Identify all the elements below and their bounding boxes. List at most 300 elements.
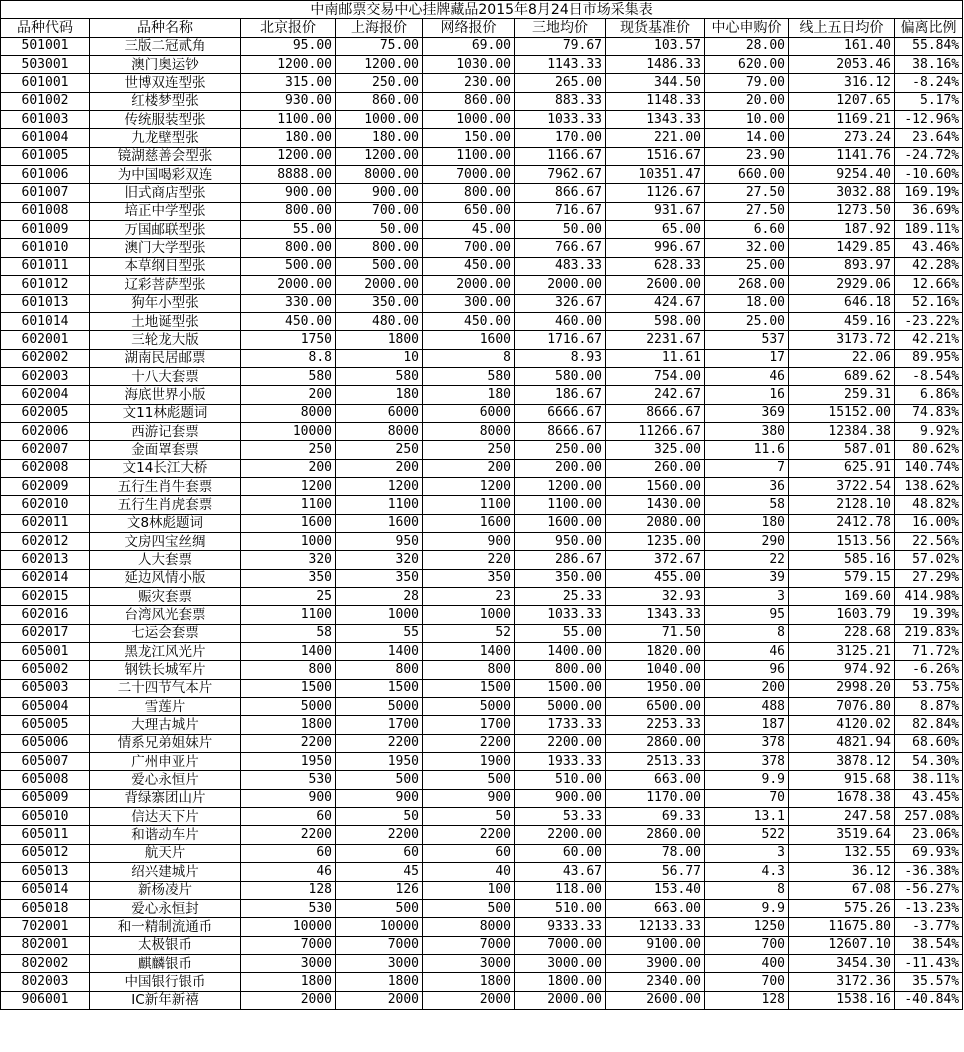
table-cell[interactable]: 1169.21 bbox=[789, 111, 895, 129]
table-cell[interactable]: 十八大套票 bbox=[90, 367, 241, 385]
table-cell[interactable]: 900.00 bbox=[515, 789, 606, 807]
table-cell[interactable]: 为中国喝彩双连 bbox=[90, 166, 241, 184]
table-cell[interactable]: 187 bbox=[705, 716, 789, 734]
table-cell[interactable]: 3722.54 bbox=[789, 477, 895, 495]
table-cell[interactable]: 250.00 bbox=[515, 441, 606, 459]
table-cell[interactable]: 605008 bbox=[1, 771, 90, 789]
table-cell[interactable]: 580 bbox=[423, 367, 515, 385]
table-cell[interactable]: 2200 bbox=[336, 734, 423, 752]
table-cell[interactable]: 58 bbox=[705, 496, 789, 514]
table-cell[interactable]: 802001 bbox=[1, 936, 90, 954]
table-cell[interactable]: 259.31 bbox=[789, 386, 895, 404]
table-cell[interactable]: 广州申亚片 bbox=[90, 753, 241, 771]
table-cell[interactable]: 1040.00 bbox=[606, 661, 705, 679]
table-cell[interactable]: 12.66% bbox=[895, 276, 963, 294]
table-cell[interactable]: 186.67 bbox=[515, 386, 606, 404]
table-cell[interactable]: 18.00 bbox=[705, 294, 789, 312]
table-cell[interactable]: 330.00 bbox=[241, 294, 336, 312]
table-cell[interactable]: 602012 bbox=[1, 532, 90, 550]
table-cell[interactable]: 602004 bbox=[1, 386, 90, 404]
table-cell[interactable]: 5.17% bbox=[895, 92, 963, 110]
table-cell[interactable]: 27.50 bbox=[705, 202, 789, 220]
table-cell[interactable]: 1600.00 bbox=[515, 514, 606, 532]
column-header[interactable]: 品种代码 bbox=[1, 19, 90, 37]
table-cell[interactable]: 800.00 bbox=[241, 239, 336, 257]
table-cell[interactable]: 601006 bbox=[1, 166, 90, 184]
table-cell[interactable]: 三版二冠贰角 bbox=[90, 37, 241, 55]
table-cell[interactable]: 2200 bbox=[423, 734, 515, 752]
table-cell[interactable]: 50 bbox=[336, 808, 423, 826]
table-cell[interactable]: 27.50 bbox=[705, 184, 789, 202]
table-cell[interactable]: 53.33 bbox=[515, 808, 606, 826]
table-cell[interactable]: 605002 bbox=[1, 661, 90, 679]
table-cell[interactable]: 爱心永恒封 bbox=[90, 899, 241, 917]
table-cell[interactable]: 260.00 bbox=[606, 459, 705, 477]
table-cell[interactable]: 220 bbox=[423, 551, 515, 569]
table-cell[interactable]: 950 bbox=[336, 532, 423, 550]
table-cell[interactable]: 1400 bbox=[423, 643, 515, 661]
table-cell[interactable]: 6000 bbox=[423, 404, 515, 422]
table-cell[interactable]: 605003 bbox=[1, 679, 90, 697]
table-cell[interactable]: 2929.06 bbox=[789, 276, 895, 294]
table-cell[interactable]: 1700 bbox=[336, 716, 423, 734]
table-cell[interactable]: 25.00 bbox=[705, 257, 789, 275]
table-cell[interactable]: 11.6 bbox=[705, 441, 789, 459]
table-cell[interactable]: 8000 bbox=[336, 422, 423, 440]
table-cell[interactable]: 350 bbox=[336, 569, 423, 587]
table-cell[interactable]: -8.24% bbox=[895, 74, 963, 92]
table-cell[interactable]: 36.69% bbox=[895, 202, 963, 220]
table-cell[interactable]: 6.60 bbox=[705, 221, 789, 239]
table-cell[interactable]: 7962.67 bbox=[515, 166, 606, 184]
table-cell[interactable]: 8666.67 bbox=[606, 404, 705, 422]
table-cell[interactable]: 46 bbox=[705, 367, 789, 385]
table-cell[interactable]: 325.00 bbox=[606, 441, 705, 459]
table-cell[interactable]: 161.40 bbox=[789, 37, 895, 55]
table-cell[interactable]: 57.02% bbox=[895, 551, 963, 569]
table-cell[interactable]: 2000.00 bbox=[336, 276, 423, 294]
table-cell[interactable]: 澳门大学型张 bbox=[90, 239, 241, 257]
table-cell[interactable]: 2998.20 bbox=[789, 679, 895, 697]
table-cell[interactable]: 601007 bbox=[1, 184, 90, 202]
table-cell[interactable]: 128 bbox=[241, 881, 336, 899]
table-cell[interactable]: 893.97 bbox=[789, 257, 895, 275]
table-cell[interactable]: 601014 bbox=[1, 312, 90, 330]
table-cell[interactable]: 605014 bbox=[1, 881, 90, 899]
table-cell[interactable]: 1100.00 bbox=[515, 496, 606, 514]
table-cell[interactable]: 660.00 bbox=[705, 166, 789, 184]
table-cell[interactable]: 32.00 bbox=[705, 239, 789, 257]
table-cell[interactable]: 8.87% bbox=[895, 698, 963, 716]
table-cell[interactable]: 1700 bbox=[423, 716, 515, 734]
table-cell[interactable]: 1400 bbox=[241, 643, 336, 661]
table-cell[interactable]: 九龙壁型张 bbox=[90, 129, 241, 147]
table-cell[interactable]: 68.60% bbox=[895, 734, 963, 752]
table-cell[interactable]: 46 bbox=[705, 643, 789, 661]
table-cell[interactable]: 3000.00 bbox=[515, 954, 606, 972]
column-header[interactable]: 偏离比例 bbox=[895, 19, 963, 37]
table-cell[interactable]: 6500.00 bbox=[606, 698, 705, 716]
table-cell[interactable]: 1200 bbox=[241, 477, 336, 495]
table-cell[interactable]: 100 bbox=[423, 881, 515, 899]
table-cell[interactable]: 605011 bbox=[1, 826, 90, 844]
table-cell[interactable]: 金面罩套票 bbox=[90, 441, 241, 459]
table-cell[interactable]: 326.67 bbox=[515, 294, 606, 312]
table-cell[interactable]: -13.23% bbox=[895, 899, 963, 917]
table-cell[interactable]: 575.26 bbox=[789, 899, 895, 917]
table-cell[interactable]: -23.22% bbox=[895, 312, 963, 330]
table-cell[interactable]: 1343.33 bbox=[606, 606, 705, 624]
table-cell[interactable]: 180 bbox=[705, 514, 789, 532]
table-cell[interactable]: 860.00 bbox=[423, 92, 515, 110]
table-cell[interactable]: 6.86% bbox=[895, 386, 963, 404]
table-cell[interactable]: 赈灾套票 bbox=[90, 588, 241, 606]
table-cell[interactable]: 3000 bbox=[336, 954, 423, 972]
table-cell[interactable]: 8.8 bbox=[241, 349, 336, 367]
table-cell[interactable]: 1800 bbox=[423, 973, 515, 991]
table-cell[interactable]: 530 bbox=[241, 771, 336, 789]
table-cell[interactable]: 628.33 bbox=[606, 257, 705, 275]
table-cell[interactable]: 700.00 bbox=[336, 202, 423, 220]
table-cell[interactable]: 602010 bbox=[1, 496, 90, 514]
table-cell[interactable]: 700.00 bbox=[423, 239, 515, 257]
table-cell[interactable]: 766.67 bbox=[515, 239, 606, 257]
table-cell[interactable]: 七运会套票 bbox=[90, 624, 241, 642]
column-header[interactable]: 网络报价 bbox=[423, 19, 515, 37]
table-cell[interactable]: 1950 bbox=[241, 753, 336, 771]
table-cell[interactable]: 和谐动车片 bbox=[90, 826, 241, 844]
table-cell[interactable]: 601010 bbox=[1, 239, 90, 257]
table-cell[interactable]: 996.67 bbox=[606, 239, 705, 257]
table-cell[interactable]: 1800 bbox=[241, 973, 336, 991]
table-cell[interactable]: 文14长江大桥 bbox=[90, 459, 241, 477]
table-cell[interactable]: 602002 bbox=[1, 349, 90, 367]
table-cell[interactable]: 50 bbox=[423, 808, 515, 826]
table-cell[interactable]: 土地诞型张 bbox=[90, 312, 241, 330]
table-cell[interactable]: 2000 bbox=[336, 991, 423, 1009]
table-cell[interactable]: 湖南民居邮票 bbox=[90, 349, 241, 367]
table-cell[interactable]: 3173.72 bbox=[789, 331, 895, 349]
table-cell[interactable]: 5000 bbox=[336, 698, 423, 716]
table-cell[interactable]: 1200.00 bbox=[515, 477, 606, 495]
table-cell[interactable]: 2253.33 bbox=[606, 716, 705, 734]
table-cell[interactable]: 1100.00 bbox=[423, 147, 515, 165]
table-cell[interactable]: 1030.00 bbox=[423, 56, 515, 74]
table-cell[interactable]: 900.00 bbox=[241, 184, 336, 202]
table-cell[interactable]: 55 bbox=[336, 624, 423, 642]
table-cell[interactable]: 1000 bbox=[336, 606, 423, 624]
table-cell[interactable]: 23.90 bbox=[705, 147, 789, 165]
table-cell[interactable]: 128 bbox=[705, 991, 789, 1009]
table-cell[interactable]: 38.54% bbox=[895, 936, 963, 954]
table-cell[interactable]: 1207.65 bbox=[789, 92, 895, 110]
table-cell[interactable]: 380 bbox=[705, 422, 789, 440]
table-cell[interactable]: 602008 bbox=[1, 459, 90, 477]
table-cell[interactable]: -3.77% bbox=[895, 918, 963, 936]
table-cell[interactable]: 3032.88 bbox=[789, 184, 895, 202]
table-cell[interactable]: 信达天下片 bbox=[90, 808, 241, 826]
table-cell[interactable]: 3454.30 bbox=[789, 954, 895, 972]
table-cell[interactable]: 180 bbox=[423, 386, 515, 404]
table-cell[interactable]: 澳门奥运钞 bbox=[90, 56, 241, 74]
table-cell[interactable]: 43.46% bbox=[895, 239, 963, 257]
table-cell[interactable]: 1100 bbox=[336, 496, 423, 514]
table-cell[interactable]: 10000 bbox=[336, 918, 423, 936]
table-cell[interactable]: 36 bbox=[705, 477, 789, 495]
table-cell[interactable]: 460.00 bbox=[515, 312, 606, 330]
table-cell[interactable]: 西游记套票 bbox=[90, 422, 241, 440]
table-cell[interactable]: 3519.64 bbox=[789, 826, 895, 844]
table-cell[interactable]: 74.83% bbox=[895, 404, 963, 422]
table-cell[interactable]: 118.00 bbox=[515, 881, 606, 899]
table-cell[interactable]: 文房四宝丝绸 bbox=[90, 532, 241, 550]
table-cell[interactable]: 187.92 bbox=[789, 221, 895, 239]
table-cell[interactable]: 22 bbox=[705, 551, 789, 569]
table-cell[interactable]: 25.00 bbox=[705, 312, 789, 330]
table-cell[interactable]: 狗年小型张 bbox=[90, 294, 241, 312]
table-cell[interactable]: 501001 bbox=[1, 37, 90, 55]
table-cell[interactable]: 1200 bbox=[336, 477, 423, 495]
table-cell[interactable]: 605004 bbox=[1, 698, 90, 716]
table-cell[interactable]: 716.67 bbox=[515, 202, 606, 220]
column-header[interactable]: 上海报价 bbox=[336, 19, 423, 37]
table-cell[interactable]: 602015 bbox=[1, 588, 90, 606]
table-cell[interactable]: 二十四节气本片 bbox=[90, 679, 241, 697]
table-cell[interactable]: 450.00 bbox=[423, 312, 515, 330]
table-cell[interactable]: 646.18 bbox=[789, 294, 895, 312]
table-cell[interactable]: 800.00 bbox=[515, 661, 606, 679]
table-cell[interactable]: 200 bbox=[241, 459, 336, 477]
table-cell[interactable]: 10000 bbox=[241, 918, 336, 936]
table-cell[interactable]: 866.67 bbox=[515, 184, 606, 202]
table-cell[interactable]: 42.28% bbox=[895, 257, 963, 275]
table-cell[interactable]: 7076.80 bbox=[789, 698, 895, 716]
table-cell[interactable]: 605013 bbox=[1, 863, 90, 881]
table-cell[interactable]: 传统服装型张 bbox=[90, 111, 241, 129]
table-cell[interactable]: 22.06 bbox=[789, 349, 895, 367]
table-cell[interactable]: 60 bbox=[241, 808, 336, 826]
table-cell[interactable]: 200.00 bbox=[515, 459, 606, 477]
table-cell[interactable]: 2412.78 bbox=[789, 514, 895, 532]
table-cell[interactable]: 1166.67 bbox=[515, 147, 606, 165]
table-cell[interactable]: 95 bbox=[705, 606, 789, 624]
table-cell[interactable]: 2860.00 bbox=[606, 734, 705, 752]
table-cell[interactable]: 1430.00 bbox=[606, 496, 705, 514]
table-cell[interactable]: 286.67 bbox=[515, 551, 606, 569]
table-cell[interactable]: 601013 bbox=[1, 294, 90, 312]
table-cell[interactable]: 2080.00 bbox=[606, 514, 705, 532]
table-cell[interactable]: 71.50 bbox=[606, 624, 705, 642]
table-cell[interactable]: 268.00 bbox=[705, 276, 789, 294]
table-cell[interactable]: 旧式商店型张 bbox=[90, 184, 241, 202]
table-cell[interactable]: 605010 bbox=[1, 808, 90, 826]
table-cell[interactable]: 601005 bbox=[1, 147, 90, 165]
table-cell[interactable]: 605001 bbox=[1, 643, 90, 661]
table-cell[interactable]: 500.00 bbox=[241, 257, 336, 275]
table-cell[interactable]: 140.74% bbox=[895, 459, 963, 477]
table-cell[interactable]: 12607.10 bbox=[789, 936, 895, 954]
table-cell[interactable]: 500 bbox=[423, 899, 515, 917]
table-cell[interactable]: 20.00 bbox=[705, 92, 789, 110]
table-cell[interactable]: 3000 bbox=[423, 954, 515, 972]
table-cell[interactable]: 2231.67 bbox=[606, 331, 705, 349]
table-cell[interactable]: 本草纲目型张 bbox=[90, 257, 241, 275]
table-cell[interactable]: 1200.00 bbox=[241, 147, 336, 165]
table-cell[interactable]: 414.98% bbox=[895, 588, 963, 606]
table-cell[interactable]: 1603.79 bbox=[789, 606, 895, 624]
table-cell[interactable]: 50.00 bbox=[336, 221, 423, 239]
table-cell[interactable]: 663.00 bbox=[606, 899, 705, 917]
table-cell[interactable]: 台湾风光套票 bbox=[90, 606, 241, 624]
table-cell[interactable]: 黑龙江风光片 bbox=[90, 643, 241, 661]
table-cell[interactable]: 500 bbox=[336, 771, 423, 789]
table-cell[interactable]: 169.60 bbox=[789, 588, 895, 606]
table-cell[interactable]: 2200 bbox=[423, 826, 515, 844]
table-cell[interactable]: 510.00 bbox=[515, 771, 606, 789]
table-cell[interactable]: 369 bbox=[705, 404, 789, 422]
table-cell[interactable]: 40 bbox=[423, 863, 515, 881]
table-cell[interactable]: 9.9 bbox=[705, 899, 789, 917]
table-cell[interactable]: 培正中学型张 bbox=[90, 202, 241, 220]
table-cell[interactable]: 60.00 bbox=[515, 844, 606, 862]
table-cell[interactable]: 2600.00 bbox=[606, 276, 705, 294]
table-cell[interactable]: 3878.12 bbox=[789, 753, 895, 771]
table-cell[interactable]: 5000.00 bbox=[515, 698, 606, 716]
table-cell[interactable]: 53.75% bbox=[895, 679, 963, 697]
table-cell[interactable]: 378 bbox=[705, 734, 789, 752]
table-cell[interactable]: 170.00 bbox=[515, 129, 606, 147]
table-cell[interactable]: 602016 bbox=[1, 606, 90, 624]
table-cell[interactable]: 1273.50 bbox=[789, 202, 895, 220]
table-cell[interactable]: 601009 bbox=[1, 221, 90, 239]
sheet-title[interactable]: 中南邮票交易中心挂牌藏品2015年8月24日市场采集表 bbox=[1, 1, 963, 19]
table-cell[interactable]: 60 bbox=[423, 844, 515, 862]
table-cell[interactable]: 450.00 bbox=[241, 312, 336, 330]
table-cell[interactable]: 1950 bbox=[336, 753, 423, 771]
table-cell[interactable]: 17 bbox=[705, 349, 789, 367]
table-cell[interactable]: 1538.16 bbox=[789, 991, 895, 1009]
table-cell[interactable]: 580 bbox=[241, 367, 336, 385]
table-cell[interactable]: 602014 bbox=[1, 569, 90, 587]
table-cell[interactable]: 54.30% bbox=[895, 753, 963, 771]
table-cell[interactable]: 3 bbox=[705, 588, 789, 606]
table-cell[interactable]: 55.00 bbox=[241, 221, 336, 239]
table-cell[interactable]: 974.92 bbox=[789, 661, 895, 679]
column-header[interactable]: 线上五日均价 bbox=[789, 19, 895, 37]
table-cell[interactable]: 601011 bbox=[1, 257, 90, 275]
table-cell[interactable]: 153.40 bbox=[606, 881, 705, 899]
table-cell[interactable]: 65.00 bbox=[606, 221, 705, 239]
table-cell[interactable]: 320 bbox=[336, 551, 423, 569]
table-cell[interactable]: 五行生肖牛套票 bbox=[90, 477, 241, 495]
table-cell[interactable]: 39 bbox=[705, 569, 789, 587]
table-cell[interactable]: 2513.33 bbox=[606, 753, 705, 771]
table-cell[interactable]: 67.08 bbox=[789, 881, 895, 899]
table-cell[interactable]: 麒麟银币 bbox=[90, 954, 241, 972]
table-cell[interactable]: 689.62 bbox=[789, 367, 895, 385]
table-cell[interactable]: 80.62% bbox=[895, 441, 963, 459]
table-cell[interactable]: 605006 bbox=[1, 734, 90, 752]
table-cell[interactable]: 11675.80 bbox=[789, 918, 895, 936]
table-cell[interactable]: 180 bbox=[336, 386, 423, 404]
table-cell[interactable]: 钢铁长城军片 bbox=[90, 661, 241, 679]
table-cell[interactable]: 9254.40 bbox=[789, 166, 895, 184]
table-cell[interactable]: 56.77 bbox=[606, 863, 705, 881]
table-cell[interactable]: 9.92% bbox=[895, 422, 963, 440]
table-cell[interactable]: 1429.85 bbox=[789, 239, 895, 257]
table-cell[interactable]: 1148.33 bbox=[606, 92, 705, 110]
table-cell[interactable]: 45 bbox=[336, 863, 423, 881]
table-cell[interactable]: 500.00 bbox=[336, 257, 423, 275]
table-cell[interactable]: 万国邮联型张 bbox=[90, 221, 241, 239]
table-cell[interactable]: 257.08% bbox=[895, 808, 963, 826]
table-cell[interactable]: 480.00 bbox=[336, 312, 423, 330]
table-cell[interactable]: 169.19% bbox=[895, 184, 963, 202]
table-cell[interactable]: 7000 bbox=[423, 936, 515, 954]
table-cell[interactable]: 602011 bbox=[1, 514, 90, 532]
table-cell[interactable]: 5000 bbox=[241, 698, 336, 716]
table-cell[interactable]: 221.00 bbox=[606, 129, 705, 147]
table-cell[interactable]: 69.93% bbox=[895, 844, 963, 862]
table-cell[interactable]: 1600 bbox=[423, 514, 515, 532]
table-cell[interactable]: 3172.36 bbox=[789, 973, 895, 991]
table-cell[interactable]: 42.21% bbox=[895, 331, 963, 349]
table-cell[interactable]: 3125.21 bbox=[789, 643, 895, 661]
table-cell[interactable]: 601012 bbox=[1, 276, 90, 294]
table-cell[interactable]: 2200 bbox=[336, 826, 423, 844]
column-header[interactable]: 中心申购价 bbox=[705, 19, 789, 37]
table-cell[interactable]: 22.56% bbox=[895, 532, 963, 550]
table-cell[interactable]: 6666.67 bbox=[515, 404, 606, 422]
table-cell[interactable]: 800.00 bbox=[336, 239, 423, 257]
table-cell[interactable]: 大理古城片 bbox=[90, 716, 241, 734]
table-cell[interactable]: 601002 bbox=[1, 92, 90, 110]
table-cell[interactable]: 1000 bbox=[423, 606, 515, 624]
table-cell[interactable]: 10000 bbox=[241, 422, 336, 440]
table-cell[interactable]: 372.67 bbox=[606, 551, 705, 569]
table-cell[interactable]: 35.57% bbox=[895, 973, 963, 991]
table-cell[interactable]: 602003 bbox=[1, 367, 90, 385]
table-cell[interactable]: 爱心永恒片 bbox=[90, 771, 241, 789]
table-cell[interactable]: 58 bbox=[241, 624, 336, 642]
column-header[interactable]: 品种名称 bbox=[90, 19, 241, 37]
table-cell[interactable]: 1200.00 bbox=[336, 56, 423, 74]
table-cell[interactable]: 27.29% bbox=[895, 569, 963, 587]
table-cell[interactable]: 200 bbox=[423, 459, 515, 477]
table-cell[interactable]: 8 bbox=[705, 624, 789, 642]
table-cell[interactable]: 601008 bbox=[1, 202, 90, 220]
table-cell[interactable]: 2340.00 bbox=[606, 973, 705, 991]
table-cell[interactable]: 8 bbox=[705, 881, 789, 899]
table-cell[interactable]: 79.67 bbox=[515, 37, 606, 55]
table-cell[interactable]: 1200.00 bbox=[241, 56, 336, 74]
table-cell[interactable]: 46 bbox=[241, 863, 336, 881]
table-cell[interactable]: 7000 bbox=[336, 936, 423, 954]
table-cell[interactable]: 8000.00 bbox=[336, 166, 423, 184]
table-cell[interactable]: 602013 bbox=[1, 551, 90, 569]
table-cell[interactable]: 1100 bbox=[241, 496, 336, 514]
table-cell[interactable]: 103.57 bbox=[606, 37, 705, 55]
table-cell[interactable]: 350.00 bbox=[336, 294, 423, 312]
table-cell[interactable]: 25.33 bbox=[515, 588, 606, 606]
table-cell[interactable]: 800 bbox=[423, 661, 515, 679]
table-cell[interactable]: 900 bbox=[241, 789, 336, 807]
table-cell[interactable]: 1800.00 bbox=[515, 973, 606, 991]
table-cell[interactable]: 23.64% bbox=[895, 129, 963, 147]
table-cell[interactable]: 中国银行银币 bbox=[90, 973, 241, 991]
table-cell[interactable]: 510.00 bbox=[515, 899, 606, 917]
table-cell[interactable]: 1126.67 bbox=[606, 184, 705, 202]
